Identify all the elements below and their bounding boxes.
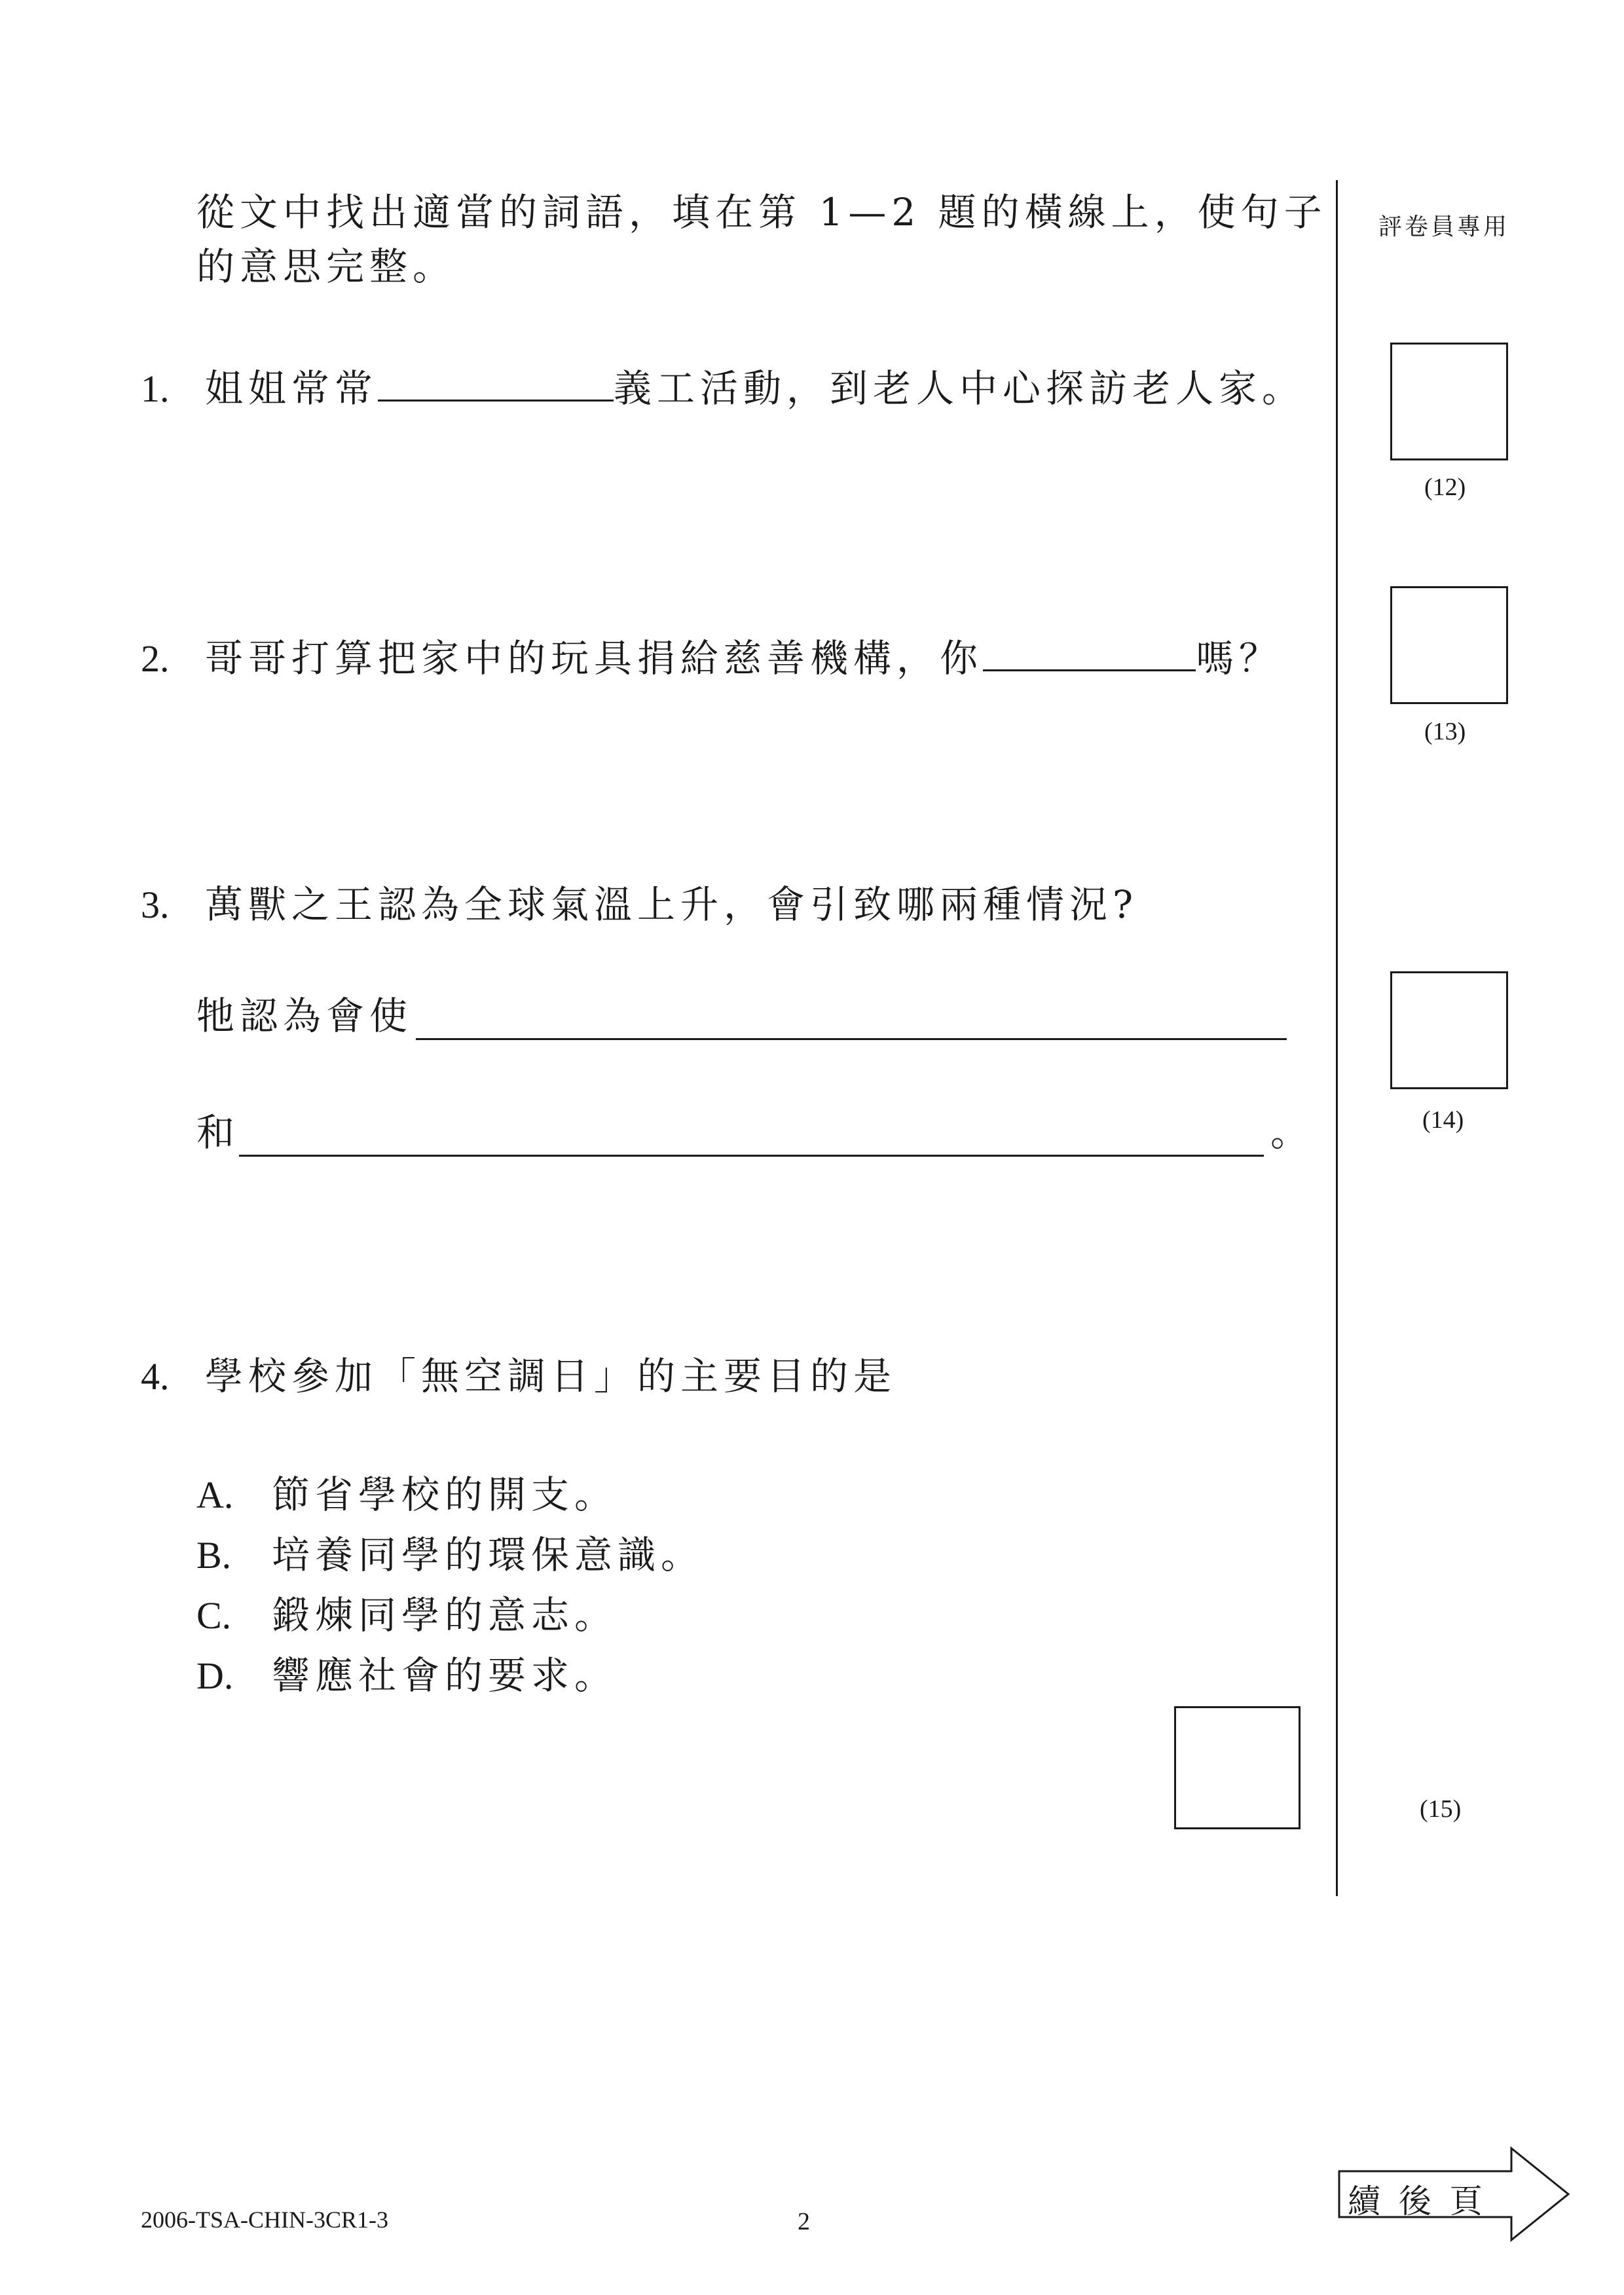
answer-box-4[interactable] — [1174, 1706, 1301, 1829]
mark-label-12: (12) — [1424, 474, 1466, 501]
marker-box-12[interactable] — [1390, 343, 1508, 460]
question-3 — [141, 882, 1139, 927]
question-number: 3. — [141, 884, 170, 926]
option-d[interactable] — [196, 1653, 618, 1698]
marker-box-13[interactable] — [1390, 586, 1508, 704]
answer-3-prefix-2: 和 — [196, 1110, 240, 1155]
instructions-line-1: 從文中找出適當的詞語，填在第 1—2 題的橫線上，使句子 — [196, 190, 1327, 234]
question-number: 1. — [141, 367, 170, 410]
question-1 — [141, 365, 1305, 411]
answer-blank-2[interactable] — [983, 635, 1196, 671]
option-text: 響應社會的要求。 — [272, 1653, 618, 1698]
option-letter: D. — [196, 1654, 234, 1697]
question-1-text-before: 姐姐常常 — [204, 366, 378, 411]
answer-blank-1[interactable] — [378, 365, 614, 401]
question-number: 4. — [141, 1355, 170, 1398]
mark-label-15: (15) — [1420, 1795, 1462, 1823]
marker-header: 評卷員專用 — [1378, 214, 1510, 240]
option-letter: B. — [196, 1534, 232, 1577]
option-text: 培養同學的環保意識。 — [272, 1533, 705, 1577]
continue-label: 續 後 頁 — [1348, 2182, 1486, 2220]
option-a[interactable] — [196, 1472, 618, 1517]
question-2-text-before: 哥哥打算把家中的玩具捐給慈善機構，你 — [204, 636, 983, 681]
option-c[interactable] — [196, 1593, 618, 1637]
paper-code: 2006-TSA-CHIN-3CR1-3 — [141, 2207, 388, 2233]
page-number: 2 — [798, 2208, 810, 2235]
option-letter: A. — [196, 1474, 234, 1516]
question-4 — [141, 1354, 896, 1398]
mark-label-13: (13) — [1424, 718, 1466, 745]
question-2 — [141, 635, 1282, 681]
question-number: 2. — [141, 637, 170, 680]
answer-3-suffix: 。 — [1270, 1110, 1314, 1155]
continue-arrow — [1336, 2145, 1572, 2243]
marker-column-divider — [1336, 180, 1338, 1896]
question-4-text: 學校參加「無空調日」的主要目的是 — [204, 1354, 896, 1398]
option-letter: C. — [196, 1594, 232, 1637]
option-b[interactable] — [196, 1533, 705, 1577]
option-text: 鍛煉同學的意志。 — [272, 1593, 618, 1637]
answer-3-prefix-1: 牠認為會使 — [196, 994, 413, 1038]
instructions-line-2: 的意思完整。 — [196, 244, 456, 289]
marker-box-14[interactable] — [1390, 971, 1508, 1089]
answer-line-3a[interactable] — [416, 1038, 1287, 1040]
question-2-text-after: 嗎？ — [1195, 636, 1282, 681]
answer-line-3b[interactable] — [239, 1155, 1264, 1157]
mark-label-14: (14) — [1422, 1106, 1464, 1134]
question-3-text: 萬獸之王認為全球氣溫上升，會引致哪兩種情況? — [204, 882, 1139, 927]
option-text: 節省學校的開支。 — [272, 1472, 618, 1517]
question-1-text-after: 義工活動，到老人中心探訪老人家。 — [613, 366, 1305, 411]
